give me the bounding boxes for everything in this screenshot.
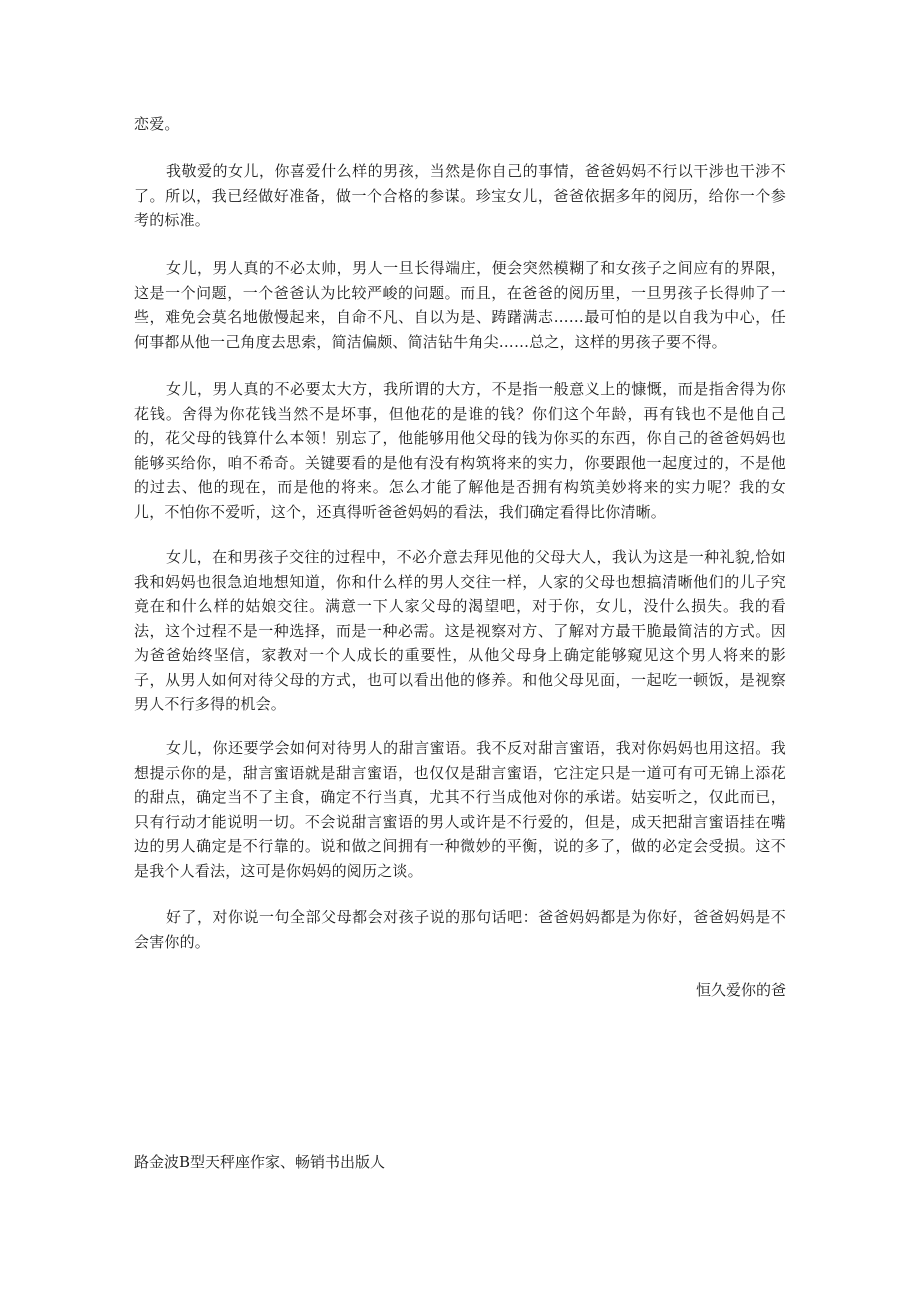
author-note: 路金波B型天秤座作家、畅销书出版人 <box>134 1153 386 1171</box>
signature: 恒久爱你的爸 <box>695 981 786 999</box>
opening-fragment: 恋爱。 <box>134 115 180 133</box>
paragraph-handsome: 女儿，男人真的不必太帅，男人一旦长得端庄，便会突然模糊了和女孩子之间应有的界限，这是一个问题，一个爸爸认为比较严峻的问题。而且，在爸爸的阅历里，一旦男孩子长得帅了一些，难免会莫名地傲慢起来，自命不凡、自以为是、踌躇满志……最可怕的是以自我为中心，任何事都从他一己角度去思索，简洁偏颇、简洁钻牛角尖……总之，这样的男孩子要不得。 <box>134 259 786 351</box>
paragraph-intro: 我敬爱的女儿，你喜爱什么样的男孩，当然是你自己的事情，爸爸妈妈不行以干涉也干涉不了。所以，我已经做好准备，做一个合格的参谋。珍宝女儿，爸爸依据多年的阅历，给你一个参考的标准。 <box>134 162 786 229</box>
paragraph-sweet-words: 女儿，你还要学会如何对待男人的甜言蜜语。我不反对甜言蜜语，我对你妈妈也用这招。我想提示你的是，甜言蜜语就是甜言蜜语，也仅仅是甜言蜜语，它注定只是一道可有可无锦上添花的甜点，确定当不了主食，确定不行当真，尤其不行当成他对你的承诺。姑妄听之，仅此而已，只有行动才能说明一切。不会说甜言蜜语的男人或许是不行爱的，但是，成天把甜言蜜语挂在嘴边的男人确定是不行靠的。说和做之间拥有一种微妙的平衡，说的多了，做的必定会受损。这不是我个人看法，这可是你妈妈的阅历之谈。 <box>134 739 786 880</box>
paragraph-closing: 好了，对你说一句全部父母都会对孩子说的那句话吧：爸爸妈妈都是为你好，爸爸妈妈是不会害你的。 <box>134 908 786 951</box>
paragraph-generous: 女儿，男人真的不必要太大方，我所谓的大方，不是指一般意义上的慷慨，而是指舍得为你花钱。舍得为你花钱当然不是坏事，但他花的是谁的钱？你们这个年龄，再有钱也不是他自己的，花父母的钱算什么本领！别忘了，他能够用他父母的钱为你买的东西，你自己的爸爸妈妈也能够买给你，咱不希奇。关键要看的是他有没有构筑将来的实力，你要跟他一起度过的，不是他的过去、他的现在，而是他的将来。怎么才能了解他是否拥有构筑美妙将来的实力呢？我的女儿，不怕你不爱听，这个，还真得听爸爸妈妈的看法，我们确定看得比你清晰。 <box>134 380 786 521</box>
paragraph-parents: 女儿，在和男孩子交往的过程中，不必介意去拜见他的父母大人，我认为这是一种礼貌,恰如我和妈妈也很急迫地想知道，你和什么样的男人交往一样，人家的父母也想搞清晰他们的儿子究竟在和什么样的姑娘交往。满意一下人家父母的渴望吧，对于你，女儿，没什么损失。我的看法，这个过程不是一种选择，而是一种必需。这是视察对方、了解对方最干脆最简洁的方式。因为爸爸始终坚信，家教对一个人成长的重要性，从他父母身上确定能够窥见这个男人将来的影子，从男人如何对待父母的方式，也可以看出他的修养。和他父母见面，一起吃一顿饭，是视察男人不行多得的机会。 <box>134 548 786 713</box>
